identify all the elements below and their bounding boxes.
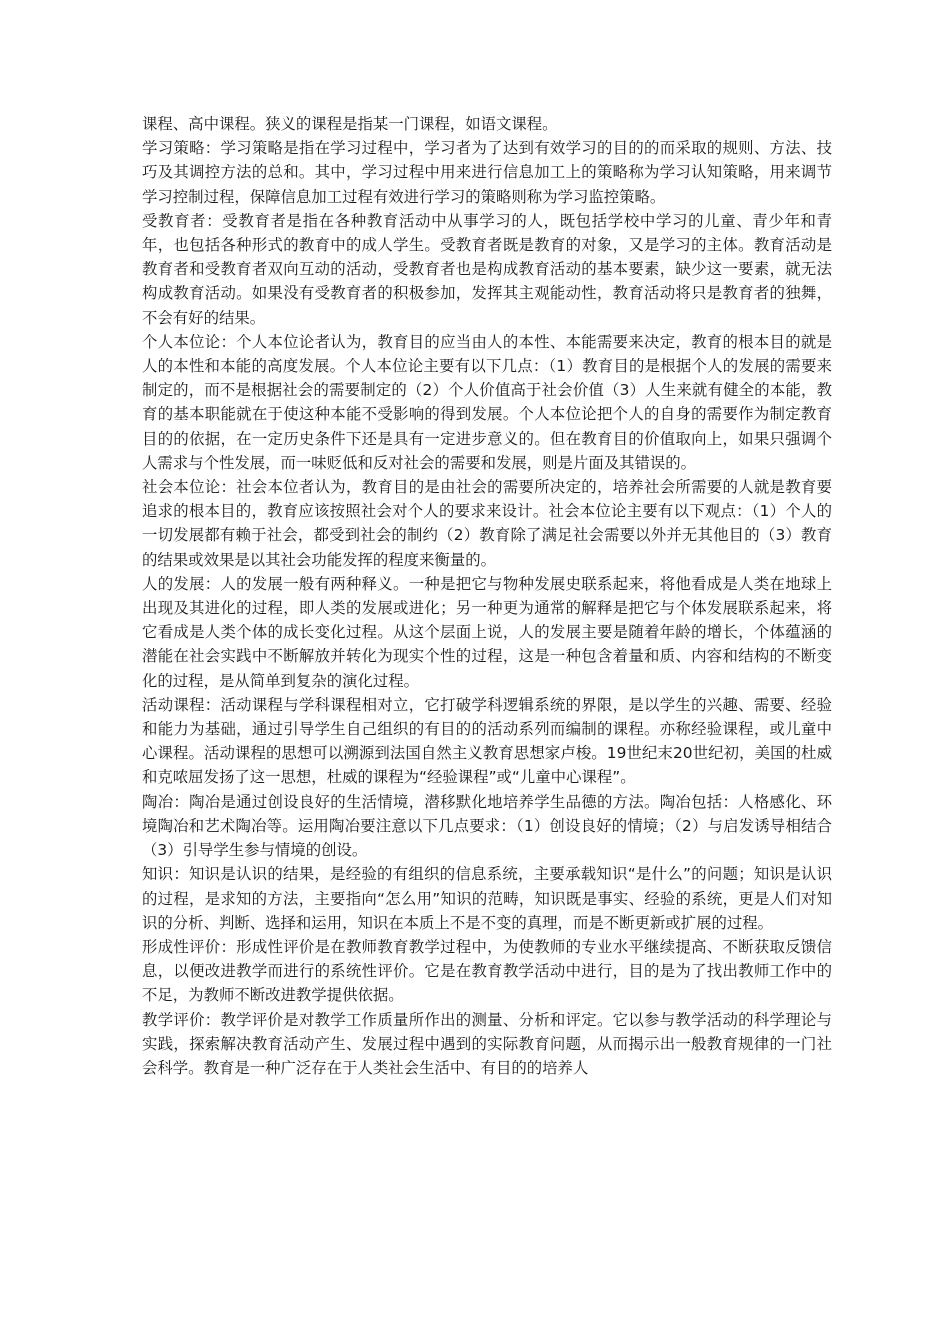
paragraph-activity-curriculum: 活动课程：活动课程与学科课程相对立，它打破学科逻辑系统的界限，是以学生的兴趣、需要、经验和能力为基础，通过引导学生自己组织的有目的的活动系列而编制的课程。亦称经验课程，或儿童中心课程。活动课程的思想可以溯源到法国自然主义教育思想家卢梭。19世纪末20世纪初，美国的杜威和克哝屈发扬了这一思想，杜威的课程为“经验课程”或“儿童中心课程”。 — [142, 695, 832, 787]
paragraph-educatee: 受教育者：受教育者是指在各种教育活动中从事学习的人，既包括学校中学习的儿童、青少年和青年，也包括各种形式的教育中的成人学生。受教育者既是教育的对象，又是学习的主体。教育活动是教育者和受教育者双向互动的活动，受教育者也是构成教育活动的基本要素，缺少这一要素，就无法构成教育活动。如果没有受教育者的积极参加，发挥其主观能动性，教育活动将只是教育者的独舞，不会有好的结果。 — [142, 211, 832, 327]
paragraph-individual-standard-theory: 个人本位论：个人本位论者认为，教育目的应当由人的本性、本能需要来决定，教育的根本目的就是人的本性和本能的高度发展。个人本位论主要有以下几点：（1）教育目的是根据个人的发展的需要来制定的，而不是根据社会的需要制定的（2）个人价值高于社会价值（3）人生来就有健全的本能，教育的基本职能就在于使这种本能不受影响的得到发展。个人本位论把个人的自身的需要作为制定教育目的的依据，在一定历史条件下还是具有一定进步意义的。但在教育目的价值取向上，如果只强调个人需求与个性发展，而一味贬低和反对社会的需要和发展，则是片面及其错误的。 — [142, 332, 832, 472]
paragraph-human-development: 人的发展：人的发展一般有两种释义。一种是把它与物种发展史联系起来，将他看成是人类在地球上出现及其进化的过程，即人类的发展或进化；另一种更为通常的解释是把它与个体发展联系起来，将它看成是人类个体的成长变化过程。从这个层面上说，人的发展主要是随着年龄的增长，个体蕴涵的潜能在社会实践中不断解放并转化为现实个性的过程，这是一种包含着量和质、内容和结构的不断变化的过程，是从简单到复杂的演化过程。 — [142, 574, 832, 690]
paragraph-edification: 陶冶：陶冶是通过创设良好的生活情境，潜移默化地培养学生品德的方法。陶冶包括：人格感化、环境陶冶和艺术陶冶等。运用陶冶要注意以下几点要求：（1）创设良好的情境；（2）与启发诱导相结合（3）引导学生参与情境的创设。 — [142, 792, 832, 860]
paragraph-formative-evaluation: 形成性评价：形成性评价是在教师教育教学过程中，为使教师的专业水平继续提高、不断获取反馈信息，以便改进教学而进行的系统性评价。它是在教育教学活动中进行，目的是为了找出教师工作中的不足，为教师不断改进教学提供依据。 — [142, 937, 832, 1005]
document-body — [142, 112, 832, 1080]
paragraph-course-continued: 课程、高中课程。狭义的课程是指某一门课程，如语文课程。 — [142, 115, 558, 133]
paragraph-knowledge: 知识：知识是认识的结果，是经验的有组织的信息系统，主要承载知识“是什么”的问题；知识是认识的过程，是求知的方法，主要指向“怎么用”知识的范畴，知识既是事实、经验的系统，更是人们对知识的分析、判断、选择和运用，知识在本质上不是不变的真理，而是不断更新或扩展的过程。 — [142, 865, 832, 932]
paragraph-learning-strategy: 学习策略：学习策略是指在学习过程中，学习者为了达到有效学习的目的的而采取的规则、方法、技巧及其调控方法的总和。其中，学习过程中用来进行信息加工上的策略称为学习认知策略，用来调节学习控制过程，保障信息加工过程有效进行学习的策略则称为学习监控策略。 — [142, 139, 832, 206]
paragraph-teaching-evaluation: 教学评价：教学评价是对教学工作质量所作出的测量、分析和评定。它以参与教学活动的科学理论与实践，探索解决教育活动产生、发展过程中遇到的实际教育问题，从而揭示出一般教育规律的一门社会科学。教育是一种广泛存在于人类社会生活中、有目的的培养人 — [142, 1010, 832, 1077]
paragraph-social-standard-theory: 社会本位论：社会本位者认为，教育目的是由社会的需要所决定的，培养社会所需要的人就是教育要追求的根本目的，教育应该按照社会对个人的要求来设计。社会本位论主要有以下观点：（1）个人的一切发展都有赖于社会，都受到社会的制约（2）教育除了满足社会需要以外并无其他目的（3）教育的结果或效果是以其社会功能发挥的程度来衡量的。 — [142, 478, 832, 569]
